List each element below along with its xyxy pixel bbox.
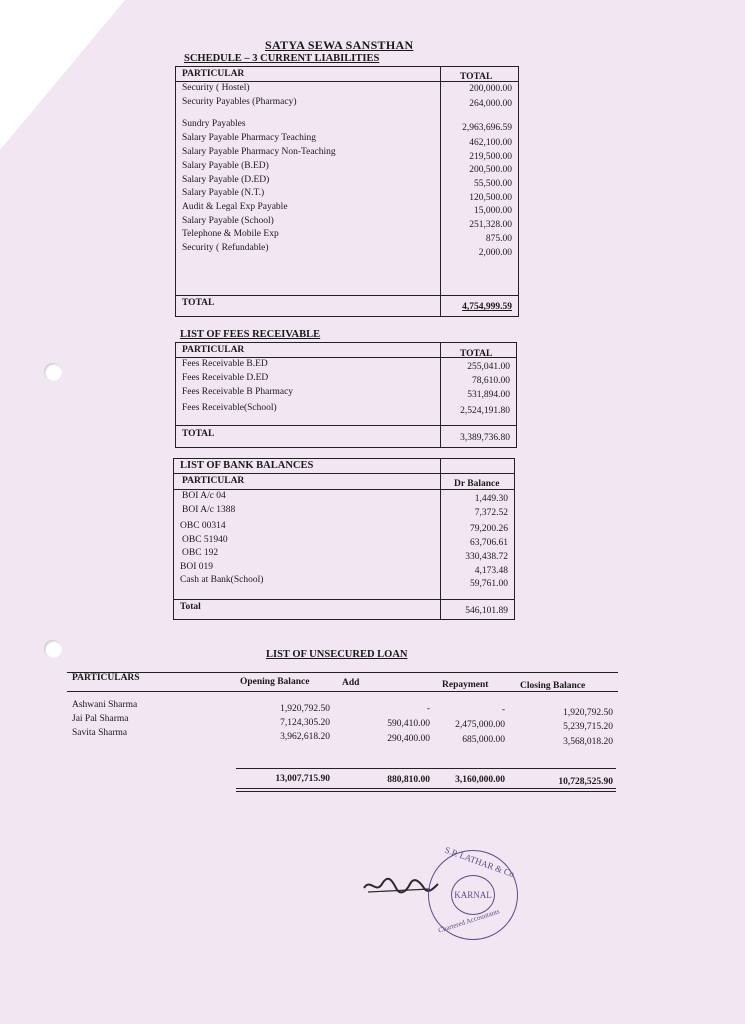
current-liabilities-table — [175, 66, 519, 317]
loan-col-particulars: PARTICULARS — [72, 673, 140, 683]
row-value: 120,500.00 — [469, 193, 512, 203]
col-total: TOTAL — [460, 349, 493, 359]
folded-corner — [0, 0, 125, 150]
total-label: TOTAL — [182, 298, 215, 308]
row-label: Security Payables (Pharmacy) — [182, 97, 297, 107]
row-value: 7,372.52 — [474, 508, 508, 518]
loan-total-add: 880,810.00 — [387, 775, 430, 785]
total-value: 546,101.89 — [465, 606, 508, 616]
loan-total-repayment: 3,160,000.00 — [455, 775, 505, 785]
row-value: 462,100.00 — [469, 138, 512, 148]
row-label: Fees Receivable B.ED — [182, 359, 268, 369]
bank-balances-table — [173, 458, 515, 620]
loan-col-closing: Closing Balance — [520, 681, 586, 691]
loan-row-opening: 3,962,618.20 — [280, 732, 330, 742]
loan-row-closing: 3,568,018.20 — [563, 737, 613, 747]
row-label: Fees Receivable B Pharmacy — [182, 387, 294, 397]
row-value: 2,963,696.59 — [462, 123, 512, 133]
row-label: Security ( Hostel) — [182, 83, 250, 93]
fees-heading: LIST OF FEES RECEIVABLE — [180, 329, 321, 340]
loan-row-add: 590,410.00 — [387, 719, 430, 729]
punch-hole — [44, 640, 62, 658]
row-value: 2,524,191.80 — [460, 406, 510, 416]
schedule-heading: SCHEDULE – 3 CURRENT LIABILITIES — [184, 53, 380, 64]
row-label: Salary Payable (School) — [182, 216, 274, 226]
loan-col-opening: Opening Balance — [240, 677, 310, 687]
loan-row-closing: 5,239,715.20 — [563, 722, 613, 732]
row-label: BOI A/c 04 — [182, 491, 226, 501]
punch-hole — [44, 363, 62, 381]
stamp-top-text: S.P. LATHAR & Co — [443, 844, 516, 880]
row-value: 255,041.00 — [467, 362, 510, 372]
row-label: OBC 192 — [182, 548, 219, 558]
loan-col-add: Add — [342, 678, 360, 688]
col-particular: PARTICULAR — [182, 476, 245, 486]
row-label: Salary Payable Pharmacy Teaching — [182, 133, 316, 143]
loan-row-add: - — [426, 704, 430, 714]
total-label: TOTAL — [182, 429, 215, 439]
row-label: OBC 51940 — [182, 535, 228, 545]
col-total: TOTAL — [460, 72, 493, 82]
row-label: Cash at Bank(School) — [180, 575, 264, 585]
loan-row-name: Ashwani Sharma — [72, 700, 138, 710]
loan-row-add: 290,400.00 — [387, 734, 430, 744]
row-label: Fees Receivable(School) — [182, 403, 277, 413]
row-label: Audit & Legal Exp Payable — [182, 202, 288, 212]
row-label: Fees Receivable D.ED — [182, 373, 269, 383]
row-label: OBC 00314 — [180, 521, 226, 531]
row-value: 330,438.72 — [465, 552, 508, 562]
row-value: 200,000.00 — [469, 84, 512, 94]
col-dr-balance: Dr Balance — [454, 479, 500, 489]
row-label: Salary Payable (B.ED) — [182, 161, 269, 171]
loan-row-name: Jai Pal Sharma — [72, 714, 129, 724]
row-value: 219,500.00 — [469, 152, 512, 162]
loan-row-repayment: 2,475,000.00 — [455, 720, 505, 730]
col-particular: PARTICULAR — [182, 345, 245, 355]
row-label: Sundry Payables — [182, 119, 246, 129]
row-label: Telephone & Mobile Exp — [182, 229, 279, 239]
loan-row-repayment: - — [501, 705, 505, 715]
row-value: 15,000.00 — [474, 206, 512, 216]
row-value: 1,449.30 — [474, 494, 508, 504]
ca-stamp — [428, 844, 518, 940]
fees-receivable-table — [175, 342, 517, 448]
row-value: 4,173.48 — [474, 566, 508, 576]
row-value: 78,610.00 — [472, 376, 510, 386]
loan-row-closing: 1,920,792.50 — [563, 708, 613, 718]
stamp-center-text: KARNAL — [451, 875, 495, 915]
row-value: 531,894.00 — [467, 390, 510, 400]
row-value: 875.00 — [485, 234, 512, 244]
loan-row-opening: 1,920,792.50 — [280, 704, 330, 714]
row-value: 79,200.26 — [470, 524, 508, 534]
loan-total-opening: 13,007,715.90 — [275, 774, 330, 784]
loan-total-top-rule — [236, 768, 616, 769]
loan-total-bottom-rule — [236, 788, 616, 789]
row-value: 264,000.00 — [469, 99, 512, 109]
loan-row-name: Savita Sharma — [72, 728, 128, 738]
loan-heading: LIST OF UNSECURED LOAN — [266, 649, 408, 660]
row-value: 63,706.61 — [470, 538, 508, 548]
loan-row-repayment: 685,000.00 — [462, 735, 505, 745]
loan-col-repayment: Repayment — [442, 680, 489, 690]
loan-total-double-rule — [236, 791, 616, 792]
row-label: Security ( Refundable) — [182, 243, 269, 253]
row-value: 200,500.00 — [469, 165, 512, 175]
row-value: 251,328.00 — [469, 220, 512, 230]
loan-row-opening: 7,124,305.20 — [280, 718, 330, 728]
row-value: 2,000.00 — [478, 248, 512, 258]
row-label: BOI 019 — [180, 562, 213, 572]
total-value: 3,389,736.80 — [460, 433, 510, 443]
bank-heading: LIST OF BANK BALANCES — [180, 460, 314, 471]
total-value: 4,754,999.59 — [462, 302, 512, 312]
row-label: Salary Payable (D.ED) — [182, 175, 270, 185]
row-value: 59,761.00 — [470, 579, 508, 589]
loan-header-bottom-rule — [67, 691, 618, 692]
loan-total-closing: 10,728,525.90 — [558, 777, 613, 787]
page-title: SATYA SEWA SANSTHAN — [265, 38, 414, 52]
row-value: 55,500.00 — [474, 179, 512, 189]
row-label: Salary Payable (N.T.) — [182, 188, 265, 198]
total-label: Total — [180, 602, 201, 612]
loan-header-top-rule — [67, 672, 618, 673]
col-particular: PARTICULAR — [182, 69, 245, 79]
row-label: BOI A/c 1388 — [182, 505, 236, 515]
row-label: Salary Payable Pharmacy Non-Teaching — [182, 147, 336, 157]
stamp-bottom-text: Chartered Accountants — [437, 907, 501, 935]
